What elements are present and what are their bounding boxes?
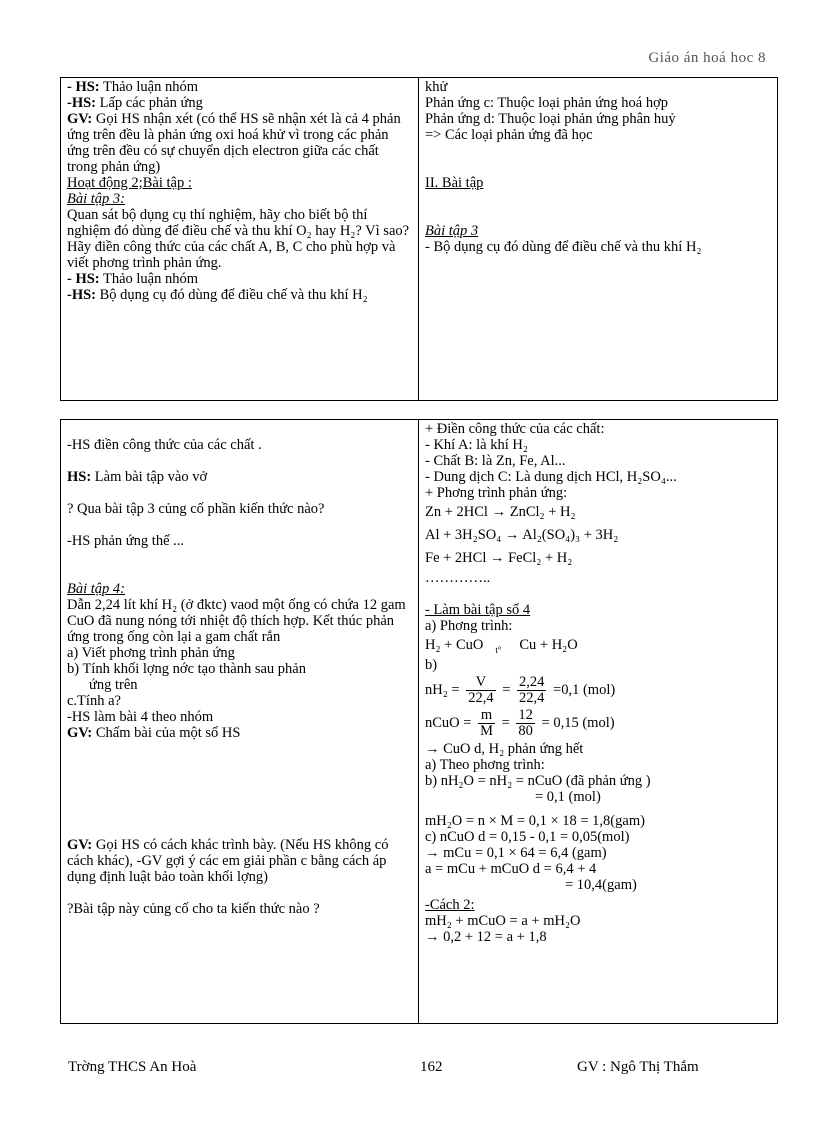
teacher-student-activity-cell: - HS: Thảo luận nhóm -HS: Lấp các phản ứng GV: Gọi HS nhận xét (có thể HS sẽ nhận xét là cả 4 phản ứng trên đều là phản ứng oxi hoá khử vì trong các phản ứng trên đều có sự chuyển dịch electron giữa các chất trong phản ứng) Hoạt động 2;Bài tập : Bài tập 3: Quan sát bộ dụng cụ thí nghiệm, hãy cho biết bộ thí nghiệm đó dùng để điều chế và thu khí O₂ hay H₂? Vì sao? Hãy điền công thức của các chất A, B, C cho phù hợp và viết phơng trình phản ứng. - HS: Thảo luận nhóm -HS: Bộ dụng cụ đó dùng để điều chế và thu khí H₂	[61, 78, 419, 401]
fraction-equation-nh2: nH₂ = $\frac{V}{22,4}$ = $\frac{2,24}{22,4}$ =0,1 (mol)	[425, 674, 616, 706]
lesson-table-2	[60, 419, 778, 1024]
exercise-3-heading: Bài tập 3:	[67, 191, 125, 207]
teacher-student-activity-cell-2: -HS điền công thức của các chất . HS: Làm bài tập vào vở ? Qua bài tập 3 củng cố phần kiến thức nào? -HS phản ứng thế ... Bài tập 4: Dẫn 2,24 lít khí H₂ (ở đktc) vaod một ống có chứa 12 gam CuO đã nung nóng tới nhiệt độ thích hợp. Kết thúc phản ứng trong ống còn lại a gam chất rắn a) Viết phơng trình phản ứng b) Tính khối lợng nớc tạo thành sau phản ứng trên c.Tính a? -HS làm bài 4 theo nhóm GV: Chấm bài của một số HS GV: Gọi HS có cách khác trình bày. (Nếu HS không có cách khác), -GV gợi ý các em giải phần c bằng cách áp dụng định luật bảo toàn khối lợng) ?Bài tập này củng cố cho ta kiến thức nào ?	[61, 420, 419, 1024]
reaction-equation: H₂ + CuO t° Cu + H₂O	[425, 637, 578, 655]
equation: Al + 3H₂SO₄ → Al₂(SO₄)₃ + 3H₂	[425, 527, 619, 543]
equation: Zn + 2HCl → ZnCl₂ + H₂	[425, 504, 576, 520]
lesson-table-1	[60, 77, 778, 401]
activity-heading: Hoạt động 2;Bài tập :	[67, 175, 192, 191]
equation: Fe + 2HCl → FeCl₂ + H₂	[425, 550, 573, 566]
footer-page-number: 162	[420, 1059, 443, 1075]
fraction-equation-ncuo: nCuO = $\frac{m}{M}$ = $\frac{12}{80}$ = 0,15 (mol)	[425, 707, 615, 739]
footer-teacher: GV : Ngô Thị Thắm	[577, 1059, 699, 1075]
exercise-4-heading: Bài tập 4:	[67, 581, 125, 597]
solution-cell: + Điền công thức của các chất: - Khí A: là khí H₂ - Chất B: là Zn, Fe, Al... - Dung dịch C: Là dung dịch HCl, H₂SO₄... + Phơng trình phản ứng: Zn + 2HCl → ZnCl₂ + H₂ Al + 3H₂SO₄ → Al₂(SO₄)₃ + 3H₂ Fe + 2HCl → FeCl₂ + H₂ ………….. - Làm bài tập số 4 a) Phơng trình: H₂ + CuO t° Cu + H₂O b) nH₂ = $\frac{V}{22,4}$ = $\frac{2,24}{22,4}$ =0,1 (mol) nCuO = $\frac{m}{M}$ = $\frac{12}{80}$ = 0,15 (mol) → CuO d, H₂ phản ứng hết a) Theo phơng trình: b) nH₂O = nH₂ = nCuO (đã phản ứng ) = 0,1 (mol) mH₂O = n × M = 0,1 × 18 = 1,8(gam) c) nCuO d = 0,15 - 0,1 = 0,05(mol) → mCu = 0,1 × 64 = 6,4 (gam) a = mCu + mCuO d = 6,4 + 4 = 10,4(gam) -Cách 2: mH₂ + mCuO = a + mH₂O → 0,2 + 12 = a + 1,8	[419, 420, 778, 1024]
exercises-heading: II. Bài tập	[425, 175, 484, 191]
footer-school: Trờng THCS An Hoà	[68, 1059, 197, 1075]
page-header-title: Giáo án hoá hoc 8	[648, 50, 766, 66]
content-cell: khử Phản ứng c: Thuộc loại phản ứng hoá hợp Phản ứng d: Thuộc loại phản ứng phân huỷ => Các loại phản ứng đã học II. Bài tập Bài tập 3 - Bộ dụng cụ đó dùng để điều chế và thu khí H₂	[419, 78, 778, 401]
